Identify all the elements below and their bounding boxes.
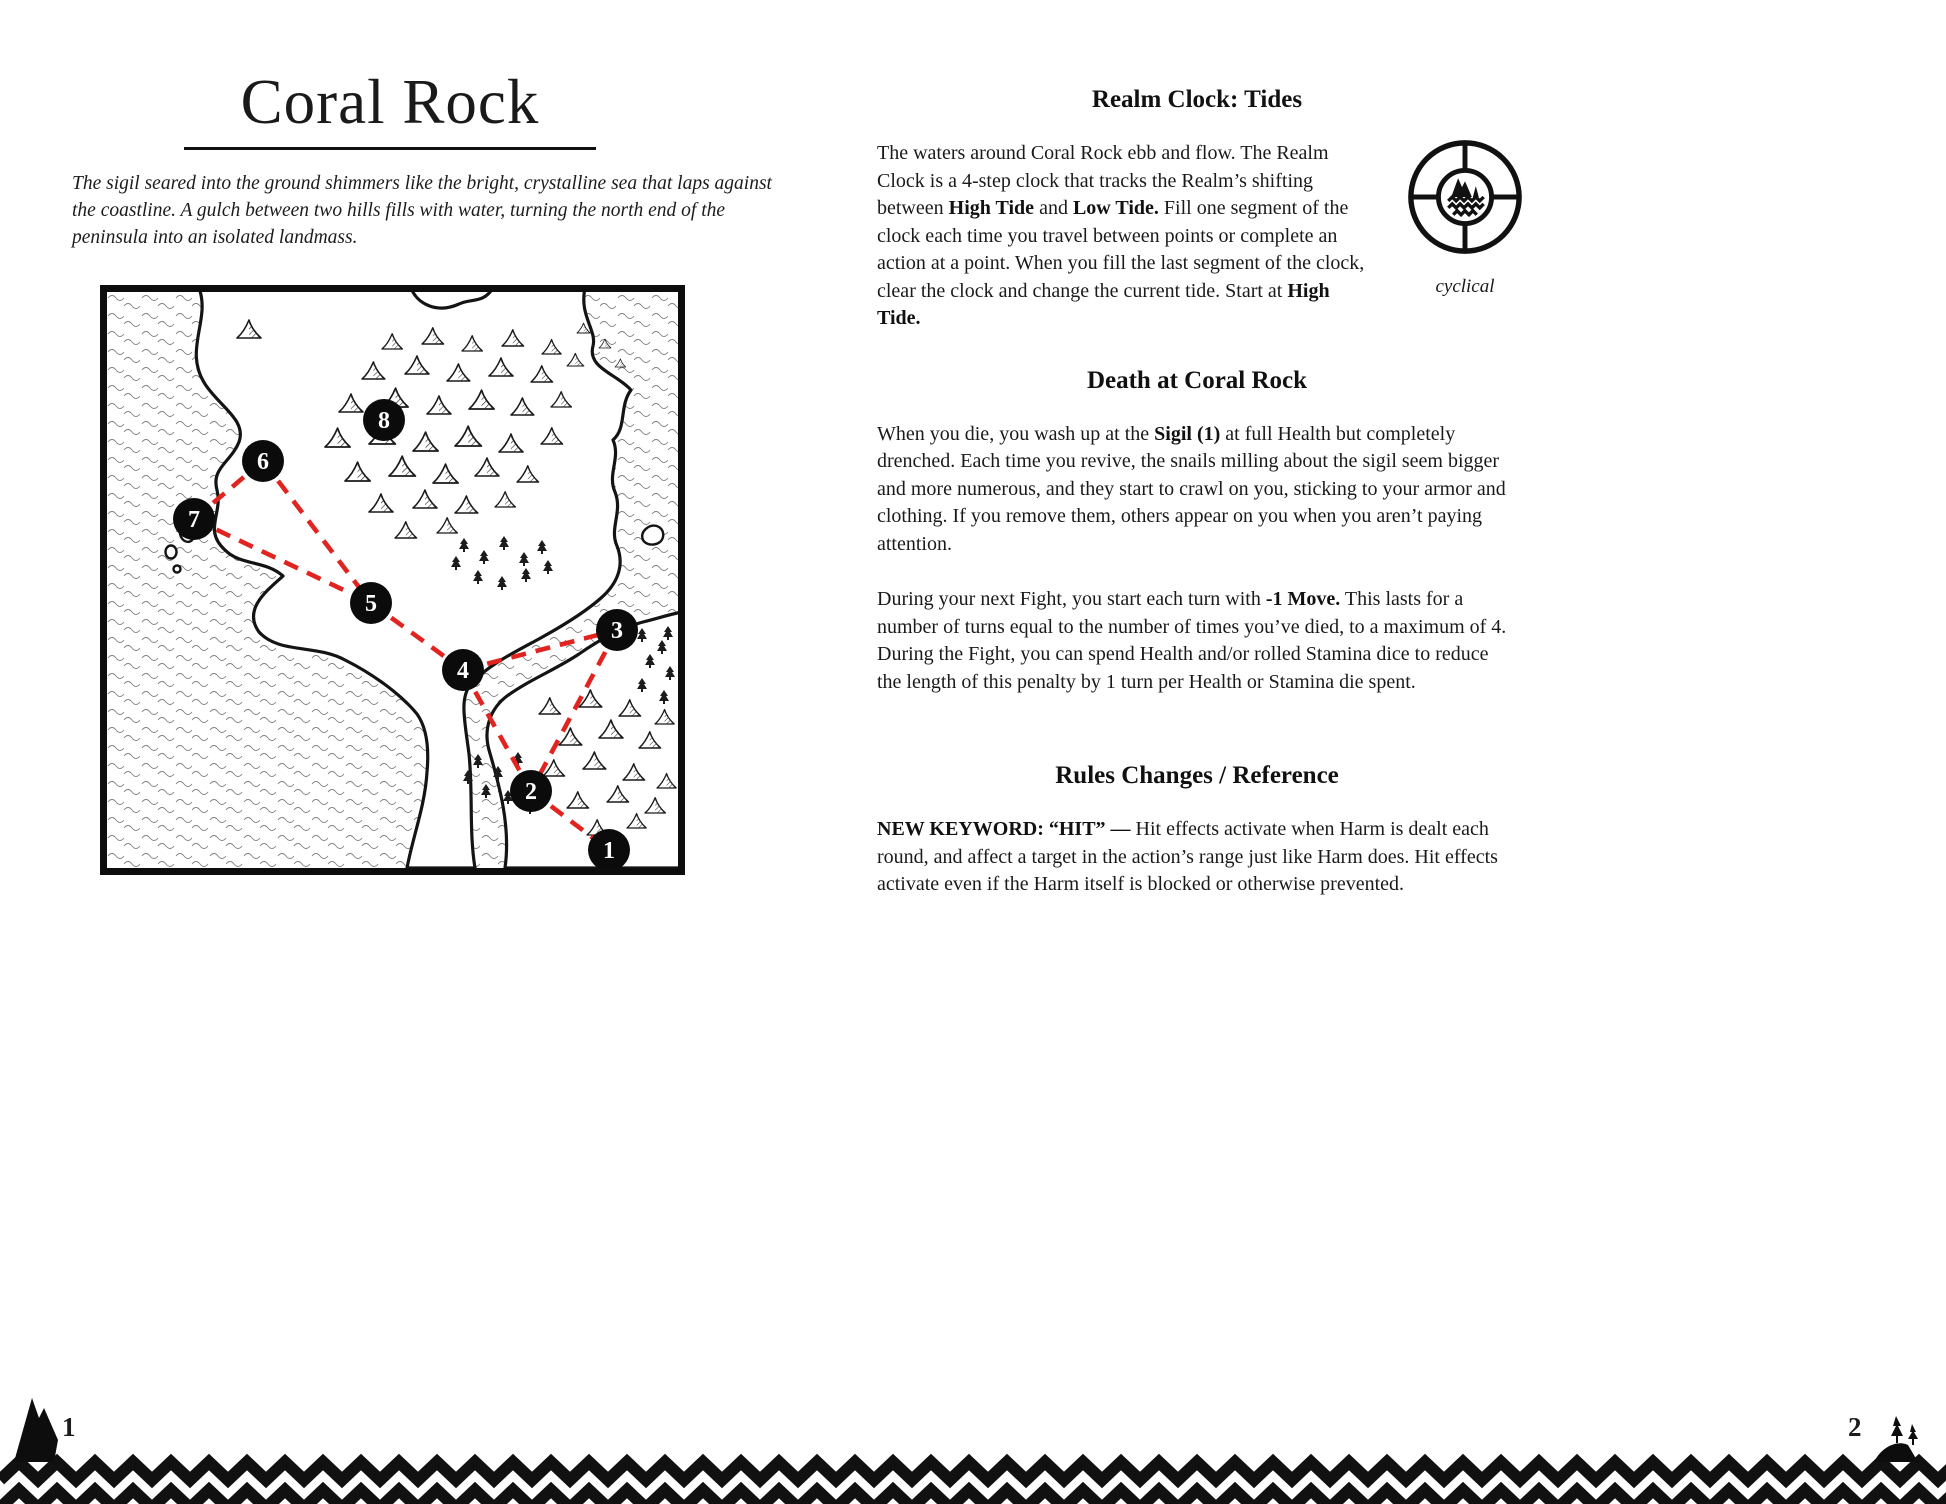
map-node-6 <box>242 440 284 482</box>
realm-map <box>100 285 685 875</box>
svg-text:2: 2 <box>525 779 537 805</box>
svg-text:5: 5 <box>365 591 377 617</box>
realm-clock-figure <box>1391 136 1539 300</box>
paragraph: When you die, you wash up at the Sigil (1) at full Health but completely drenched. Each time you revive, the snails milling about the sigil seem bigger and more numerous, and they start to crawl on you, sticking to your armor and clothing. If you remove them, others appear on you when you aren’t paying attention. <box>877 422 1506 555</box>
svg-text:1: 1 <box>603 838 615 864</box>
paragraph: cyclical The waters around Coral Rock ebb and flow. The Realm Clock is a 4-step clock that tracks the Realm’s shifting between High Tide and Low Tide. Fill one segment of the clock each time you travel between points or complete an action at a point. When you fill the last segment of the clock, clear the clock and change the current tide. Start at High Tide. <box>877 140 1517 333</box>
hill-with-pines-corner-icon <box>1872 1414 1930 1462</box>
cyclical-clock-icon <box>1404 136 1526 258</box>
clock-caption: cyclical <box>1435 275 1495 297</box>
paragraph: NEW KEYWORD: “HIT” — Hit effects activate when Harm is dealt each round, and affect a target in the action’s range just like Harm does. Hit effects activate even if the Harm itself is blocked or otherwise prevented. <box>877 818 1498 895</box>
section-heading: Realm Clock: Tides <box>1091 86 1303 113</box>
map-node-3 <box>596 609 638 651</box>
islet <box>642 526 663 545</box>
page-number-right: 2 <box>1848 1412 1862 1442</box>
map-illustration <box>107 292 678 868</box>
mountain-corner-icon <box>12 1392 76 1464</box>
map-node-5 <box>350 582 392 624</box>
rules-column <box>877 86 1517 927</box>
svg-text:8: 8 <box>378 408 390 434</box>
page-title-block <box>60 66 720 150</box>
section-heading: Rules Changes / Reference <box>1055 762 1339 789</box>
svg-text:7: 7 <box>188 507 200 533</box>
map-node-2 <box>510 770 552 812</box>
svg-text:6: 6 <box>257 449 269 475</box>
zigzag-border <box>0 1446 1946 1504</box>
map-node-8 <box>363 399 405 441</box>
page-number-left: 1 <box>62 1412 76 1442</box>
islet <box>166 546 177 559</box>
islet <box>174 566 181 573</box>
map-node-7 <box>173 498 215 540</box>
paragraph: During your next Fight, you start each turn with -1 Move. This lasts for a number of turns equal to the number of times you’ve died, to a maximum of 4. During the Fight, you can spend Health and/or rolled Stamina dice to reduce the length of this penalty by 1 turn per Health or Stamina die spent. <box>877 588 1507 693</box>
section-heading: Death at Coral Rock <box>1086 366 1308 394</box>
map-node-4 <box>442 649 484 691</box>
flavor-text: The sigil seared into the ground shimmers like the bright, crystalline sea that laps against the coastline. A gulch between two hills fills with water, turning the north end of the peninsula into an isolated landmass. <box>72 173 772 248</box>
svg-text:3: 3 <box>611 618 623 644</box>
page-title: Coral Rock <box>240 67 540 137</box>
title-underline <box>184 147 596 150</box>
svg-text:4: 4 <box>457 658 469 684</box>
